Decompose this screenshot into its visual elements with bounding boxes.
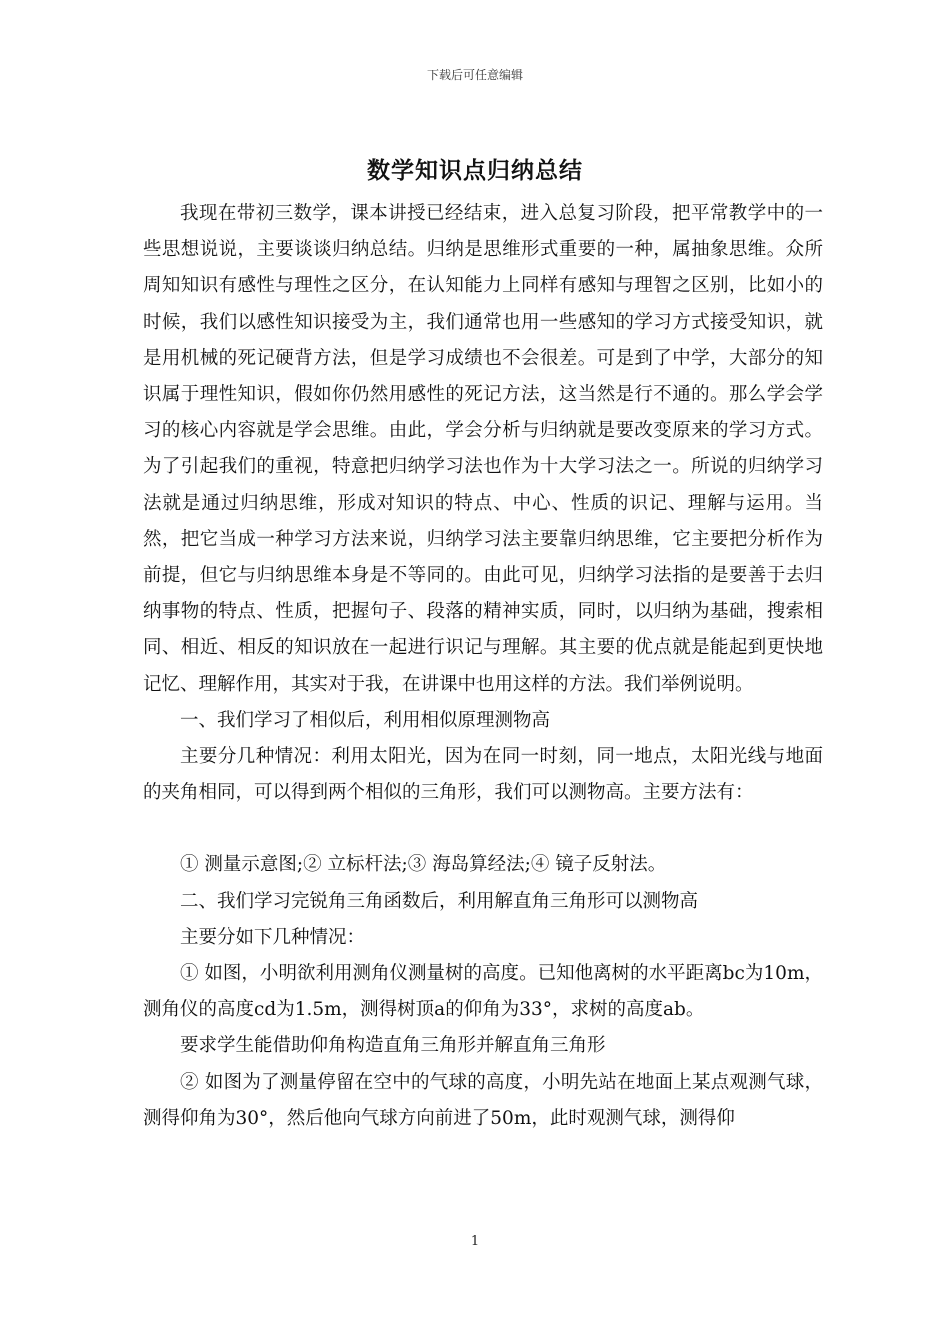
- paragraph-intro: 我现在带初三数学，课本讲授已经结束，进入总复习阶段，把平常教学中的一些思想说说，主要谈谈归纳总结。归纳是思维形式重要的一种，属抽象思维。众所周知知识有感性与理性之区分，在认知能力上同样有感知与理智之区别，比如小的时候，我们以感性知识接受为主，我们通常也用一些感知的学习方式接受知识，就是用机械的死记硬背方法，但是学习成绩也不会很差。可是到了中学，大部分的知识属于理性知识，假如你仍然用感性的死记方法，这当然是行不通的。那么学会学习的核心内容就是学会思维。由此，学会分析与归纳就是要改变原来的学习方式。为了引起我们的重视，特意把归纳学习法也作为十大学习法之一。所说的归纳学习法就是通过归纳思维，形成对知识的特点、中心、性质的识记、理解与运用。当然，把它当成一种学习方法来说，归纳学习法主要靠归纳思维，它主要把分析作为前提，但它与归纳思维本身是不等同的。由此可见，归纳学习法指的是要善于去归纳事物的特点、性质，把握句子、段落的精神实质，同时，以归纳为基础，搜索相同、相近、相反的知识放在一起进行识记与理解。其主要的优点就是能起到更快地记忆、理解作用，其实对于我，在讲课中也用这样的方法。我们举例说明。: [143, 203, 823, 695]
- paragraph-similarity-methods: ① 测量示意图;② 立标杆法;③ 海岛算经法;④ 镜子反射法。: [180, 854, 667, 876]
- paragraph-requirement: 要求学生能借助仰角构造直角三角形并解直角三角形: [180, 1035, 606, 1057]
- paragraph-similarity-cases: 主要分几种情况：利用太阳光，因为在同一时刻，同一地点，太阳光线与地面的夹角相同，可以得到两个相似的三角形，我们可以测物高。主要方法有：: [143, 746, 823, 804]
- paragraph-trig-cases: 主要分如下几种情况：: [180, 926, 366, 948]
- paragraph-example-balloon: ② 如图为了测量停留在空中的气球的高度，小明先站在地面上某点观测气球，测得仰角为30°，然后他向气球方向前进了50m，此时观测气球，测得仰: [143, 1071, 823, 1129]
- document-title: 数学知识点归纳总结: [367, 157, 583, 184]
- header-note: 下载后可任意编辑: [426, 68, 523, 82]
- page-number: 1: [470, 1234, 480, 1249]
- section-heading-trigonometry: 二、我们学习完锐角三角函数后，利用解直角三角形可以测物高: [180, 890, 699, 912]
- paragraph-example-tree: ① 如图，小明欲利用测角仪测量树的高度。已知他离树的水平距离bc为10m，测角仪的高度cd为1.5m，测得树顶a的仰角为33°，求树的高度ab。: [143, 963, 823, 1021]
- document-body: [143, 196, 823, 1137]
- section-heading-similarity: 一、我们学习了相似后，利用相似原理测物高: [180, 709, 551, 731]
